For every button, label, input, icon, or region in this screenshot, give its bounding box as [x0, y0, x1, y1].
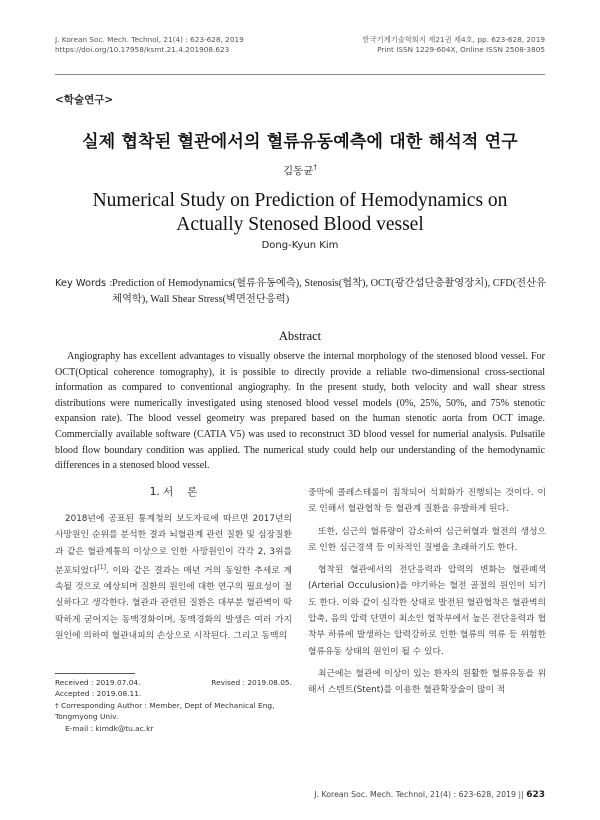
keywords-block: [55, 276, 550, 307]
title-english-line1: Numerical Study on Prediction of Hemodynamics on: [92, 190, 508, 211]
accepted-date: Accepted : 2019.08.11.: [55, 689, 142, 699]
title-korean: 실제 협착된 혈관에서의 혈류유동예측에 대한 해석적 연구: [82, 132, 518, 152]
received-date: Received : 2019.07.04.: [55, 678, 141, 687]
title-english: [0, 189, 600, 237]
footnotes: [55, 677, 292, 734]
body-column-right: [308, 485, 546, 699]
keywords-list: Prediction of Hemodynamics(혈류유동예측), Stenosis(협착), OCT(광간섭단층촬영장치), CFD(전산유체역학), Wall Shear Stress(벽면전단응력): [112, 278, 547, 305]
abstract-text: Angiography has excellent advantages to visually observe the internal morphology of the stenosed blood vessel. For OCT(Optical coherence tomography), it is possible to directly provide a reliable two-dimensional cross-sectional information as compared to conventional angiography. In the present study, both velocity and wall shear stress distributions were numerically investigated using stenosed blood vessel models (0%, 25%, 50%, and 75% stenotic expansion rate). The blood vessel geometry was prepared based on the human stenotic aorta from OCT image. Commercially available software (CATIA V5) was used to reconstruct 3D blood vessel for numerial analysis. Pulsatile blood flow boundary condition was applied. The numerical study could help our understanding of the hemodynamic differences in a stenosed blood vessel.: [55, 351, 545, 472]
revised-date: Revised : 2019.08.05.: [211, 678, 292, 687]
running-header-right: [363, 35, 545, 55]
citation-ref[interactable]: [1]: [97, 563, 106, 571]
footnote-dates: [55, 677, 292, 688]
footer-citation: J. Korean Soc. Mech. Technol, 21(4) : 623-628, 2019 ||: [314, 790, 524, 799]
body-column-left: [55, 485, 292, 644]
paragraph-text: 2018년에 공표된 통계청의 보도자료에 따르면 2017년의 사망원인 순위를 분석한 결과 뇌혈관계 관련 질환 및 심장질환과 같은 혈관계통의 이상으로 인한 사망원인이 각각 2, 3위를 분포되었다: [55, 514, 292, 576]
corresponding-mark: †: [313, 163, 317, 172]
author-korean: [0, 163, 600, 178]
paragraph-text: . 이와 같은 결과는 매년 거의 동일한 추세로 계속될 것으로 예상되며 질환의 원인에 대한 연구의 필요성이 절실하다고 생각한다. 혈관과 관련된 질환은 대부분 혈관벽이 딱딱하게 굳어지는 동맥경화이며, 동맥경화의 발생은 여러 가지 원인에 의하여 혈관내피의 손상으로 시작된다. 그리고 동맥의: [55, 565, 292, 641]
title-english-line2: Actually Stenosed Blood vessel: [176, 214, 424, 235]
keywords-label: Key Words :: [55, 278, 113, 289]
abstract-heading: Abstract: [278, 329, 322, 343]
author-english: Dong-Kyun Kim: [261, 240, 339, 251]
page-footer: [314, 790, 545, 800]
body-paragraph: 협착된 혈관에서의 전단응력과 압력의 변화는 혈관폐색(Arterial Occulusion)을 야기하는 혈전 골절의 원인이 되기도 한다. 이와 같이 심각한 상태로 발전된 혈관협착은 혈관벽의 압축, 음의 압력 단면이 최소인 협착부에서 높은 전단응력과 협착부 하류에 발생하는 압력강하로 인한 혈류의 역류 등 위험한 혈류유동 상태의 원인이 될 수 있다.: [308, 565, 546, 657]
header-divider: [55, 74, 545, 75]
body-paragraph: [55, 511, 292, 644]
author-email[interactable]: E-mail : kimdk@tu.ac.kr: [65, 723, 154, 733]
running-header-left: [55, 35, 244, 55]
corresponding-author: † Corresponding Author : Member, Dept of Mechanical Eng, Tongmyong Univ.: [55, 700, 275, 722]
doi-link[interactable]: https://doi.org/10.17958/ksmt.21.4.201908.623: [55, 45, 230, 54]
footnote-divider: [55, 673, 135, 674]
page-number: 623: [526, 790, 545, 800]
body-paragraph: 최근에는 혈관에 이상이 있는 환자의 원활한 혈류유동을 위해서 스텐트(Stent)를 이용한 혈관확장술이 많이 적: [308, 668, 546, 696]
issn-line: Print ISSN 1229-604X, Online ISSN 2508-3805: [377, 45, 545, 54]
body-paragraph: 중막에 콜레스테롤이 침착되어 석회화가 진행되는 것이다. 이로 인해서 혈관협착 등 혈관계 질환을 유발하게 된다.: [308, 488, 546, 515]
section-heading-introduction: 1. 서 론: [149, 486, 198, 498]
author-korean-name: 김동균: [283, 165, 314, 177]
journal-citation-ko: 한국기계기술학회지 제21권 제4호, pp. 623-628, 2019: [362, 35, 545, 44]
journal-citation: J. Korean Soc. Mech. Technol, 21(4) : 623-628, 2019: [55, 35, 244, 44]
article-category: <학술연구>: [55, 94, 114, 106]
body-paragraph: 또한, 심근의 혈류량이 감소하여 심근허혈과 혈전의 생성으로 인한 심근경색 등 이차적인 질병을 초래하기도 한다.: [308, 526, 546, 553]
